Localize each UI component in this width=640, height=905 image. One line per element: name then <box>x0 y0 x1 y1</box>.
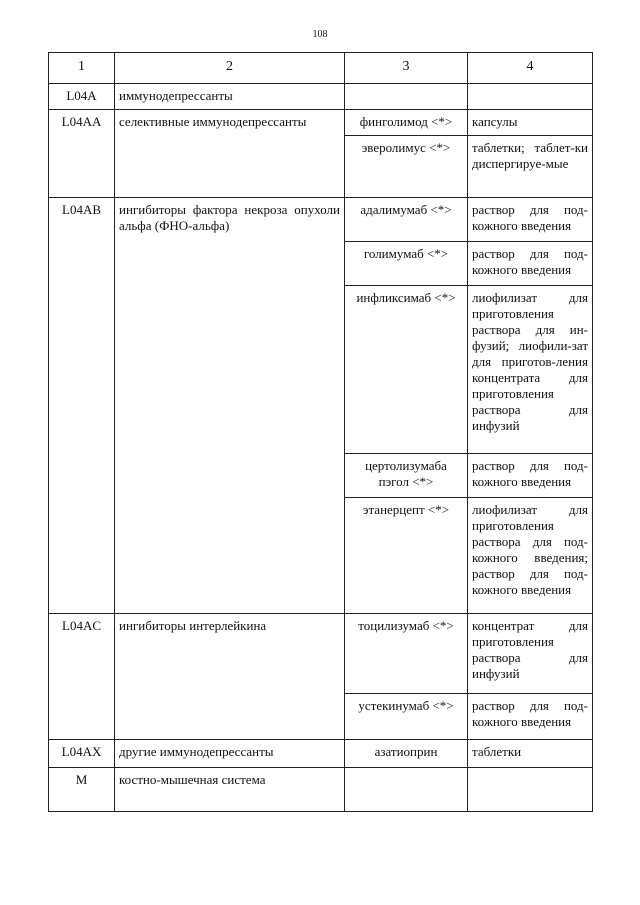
table-row <box>49 740 593 768</box>
dosage-form-cell <box>468 84 593 110</box>
drug-name-cell: инфликсимаб <*> <box>345 286 468 454</box>
dosage-form-cell: таблетки; таблет-ки диспергируе-мые <box>468 136 593 198</box>
drug-name-cell: этанерцепт <*> <box>345 498 468 614</box>
dosage-form-cell: лиофилизат для приготовления раствора для ин-фузий; лиофили-зат для приготов-ления концентрата для приготовления раствора для инфузий <box>468 286 593 454</box>
group-name-cell: иммунодепрессанты <box>115 84 345 110</box>
drug-name-cell: азатиоприн <box>345 740 468 768</box>
dosage-form-cell: раствор для под-кожного введения <box>468 198 593 242</box>
drug-name-cell <box>345 84 468 110</box>
drug-classification-table <box>48 52 593 812</box>
table-row <box>49 110 593 136</box>
dosage-form-cell: лиофилизат для приготовления раствора для под-кожного введения; раствор для под-кожного введения <box>468 498 593 614</box>
dosage-form-cell: концентрат для приготовления раствора для инфузий <box>468 614 593 694</box>
drug-name-cell: финголимод <*> <box>345 110 468 136</box>
dosage-form-cell: капсулы <box>468 110 593 136</box>
group-name-cell: ингибиторы фактора некроза опухоли альфа (ФНО-альфа) <box>115 198 345 614</box>
group-name-cell: другие иммунодепрессанты <box>115 740 345 768</box>
atc-code-cell: L04AX <box>49 740 115 768</box>
atc-code-cell: L04AA <box>49 110 115 198</box>
column-header-3: 3 <box>345 53 468 84</box>
drug-name-cell <box>345 768 468 812</box>
table-row <box>49 768 593 812</box>
group-name-cell: селективные иммунодепрессанты <box>115 110 345 198</box>
drug-name-cell: устекинумаб <*> <box>345 694 468 740</box>
drug-name-cell: тоцилизумаб <*> <box>345 614 468 694</box>
dosage-form-cell: раствор для под-кожного введения <box>468 454 593 498</box>
atc-code-cell: M <box>49 768 115 812</box>
drug-name-cell: эверолимус <*> <box>345 136 468 198</box>
header-row <box>49 53 593 84</box>
table-row <box>49 84 593 110</box>
atc-code-cell: L04AB <box>49 198 115 614</box>
dosage-form-cell: таблетки <box>468 740 593 768</box>
dosage-form-cell: раствор для под-кожного введения <box>468 694 593 740</box>
drug-name-cell: цертолизумаба пэгол <*> <box>345 454 468 498</box>
group-name-cell: костно-мышечная система <box>115 768 345 812</box>
column-header-1: 1 <box>49 53 115 84</box>
column-header-2: 2 <box>115 53 345 84</box>
table-row <box>49 198 593 242</box>
dosage-form-cell: раствор для под-кожного введения <box>468 242 593 286</box>
drug-name-cell: голимумаб <*> <box>345 242 468 286</box>
column-header-4: 4 <box>468 53 593 84</box>
group-name-cell: ингибиторы интерлейкина <box>115 614 345 740</box>
table-row <box>49 614 593 694</box>
atc-code-cell: L04A <box>49 84 115 110</box>
atc-code-cell: L04AC <box>49 614 115 740</box>
page-number: 108 <box>312 29 328 40</box>
drug-name-cell: адалимумаб <*> <box>345 198 468 242</box>
dosage-form-cell <box>468 768 593 812</box>
